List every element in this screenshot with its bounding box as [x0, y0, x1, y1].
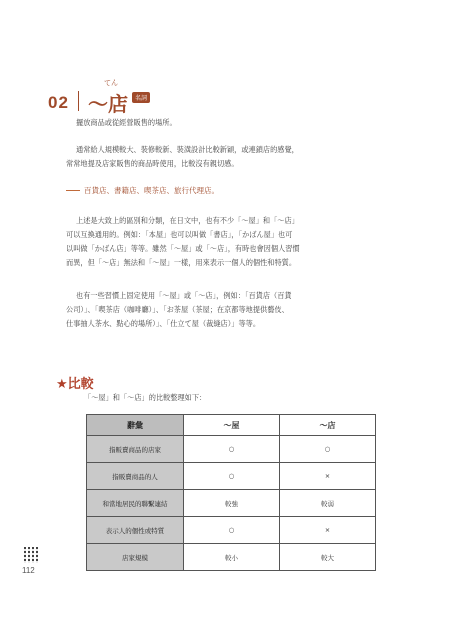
- table-header-cell: ～屋: [184, 415, 280, 436]
- example-dash: [66, 190, 80, 191]
- table-cell: 較強: [184, 490, 280, 517]
- table-header-row: [87, 415, 376, 436]
- qr-code-overlay: [24, 547, 40, 563]
- paragraph-line: 可以互換通用的。例如：「本屋」也可以叫做「書店」，「かばん屋」也可: [66, 230, 293, 239]
- table-row: [87, 463, 376, 490]
- table-cell: ○: [184, 463, 280, 490]
- row-label: 和當地居民的聯繫連結: [87, 490, 184, 517]
- page-number: 112: [22, 566, 35, 575]
- row-label: 指販賣商品的店家: [87, 436, 184, 463]
- star-icon: ★: [56, 377, 68, 392]
- table-cell: ×: [280, 463, 376, 490]
- row-label: 指販賣商品的人: [87, 463, 184, 490]
- part-of-speech-tag: 名詞: [132, 92, 150, 103]
- row-label: 店家規模: [87, 544, 184, 571]
- comparison-title: 比較: [67, 377, 94, 392]
- paragraph-line: 也有一些習慣上固定使用「～屋」或「～店」，例如：「百貨店（百貨: [76, 291, 292, 300]
- paragraph-line: 常常地提及店家販售的商品時使用，比較沒有親切感。: [66, 159, 239, 168]
- table-row: [87, 517, 376, 544]
- row-label: 表示人的個性或特質: [87, 517, 184, 544]
- paragraph-line: 以叫做「かばん店」等等。雖然「～屋」或「～店」，有時也會因個人習慣: [66, 244, 300, 253]
- table-cell: 較大: [280, 544, 376, 571]
- table-row: [87, 544, 376, 571]
- section-title: ～店: [88, 92, 128, 116]
- paragraph-line: 而異，但「～店」無法和「～屋」一樣，用來表示一個人的個性和特質。: [66, 258, 297, 267]
- table-cell: 較小: [184, 544, 280, 571]
- section-title-ruby: てん: [104, 79, 118, 87]
- table-cell: 較弱: [280, 490, 376, 517]
- paragraph-line: 仕事抽人茶水、點心的場所）」、「仕立て屋（裁縫店）」等等。: [66, 319, 261, 328]
- table-cell: ○: [280, 436, 376, 463]
- paragraph-line: 公司）」、「喫茶店（咖啡廳）」、「お茶屋（茶屋；在京都等地提供藝伎、: [66, 305, 289, 314]
- table-row: [87, 436, 376, 463]
- comparison-table: [86, 414, 376, 571]
- section-divider: [78, 91, 79, 111]
- table-cell: ×: [280, 517, 376, 544]
- table-cell: ○: [184, 436, 280, 463]
- example-words: 百貨店、書籍店、喫茶店、旅行代理店。: [84, 186, 219, 195]
- table-header-cell: ～店: [280, 415, 376, 436]
- comparison-heading: [56, 373, 94, 392]
- table-header-cell: 辭彙: [87, 415, 184, 436]
- table-cell: ○: [184, 517, 280, 544]
- paragraph-line: 上述是大致上的區別和分類，在日文中，也有不少「～屋」和「～店」: [76, 216, 299, 225]
- comparison-intro: 「～屋」和「～店」的比較整理如下：: [84, 393, 207, 402]
- definition-text: 擺放商品或從經營販售的場所。: [76, 118, 177, 127]
- paragraph-line: 通常給人規模較大、裝修較新、裝潢設計比較新穎，或連鎖店的感覺，: [76, 145, 299, 154]
- table-row: [87, 490, 376, 517]
- section-number: 02: [48, 93, 69, 112]
